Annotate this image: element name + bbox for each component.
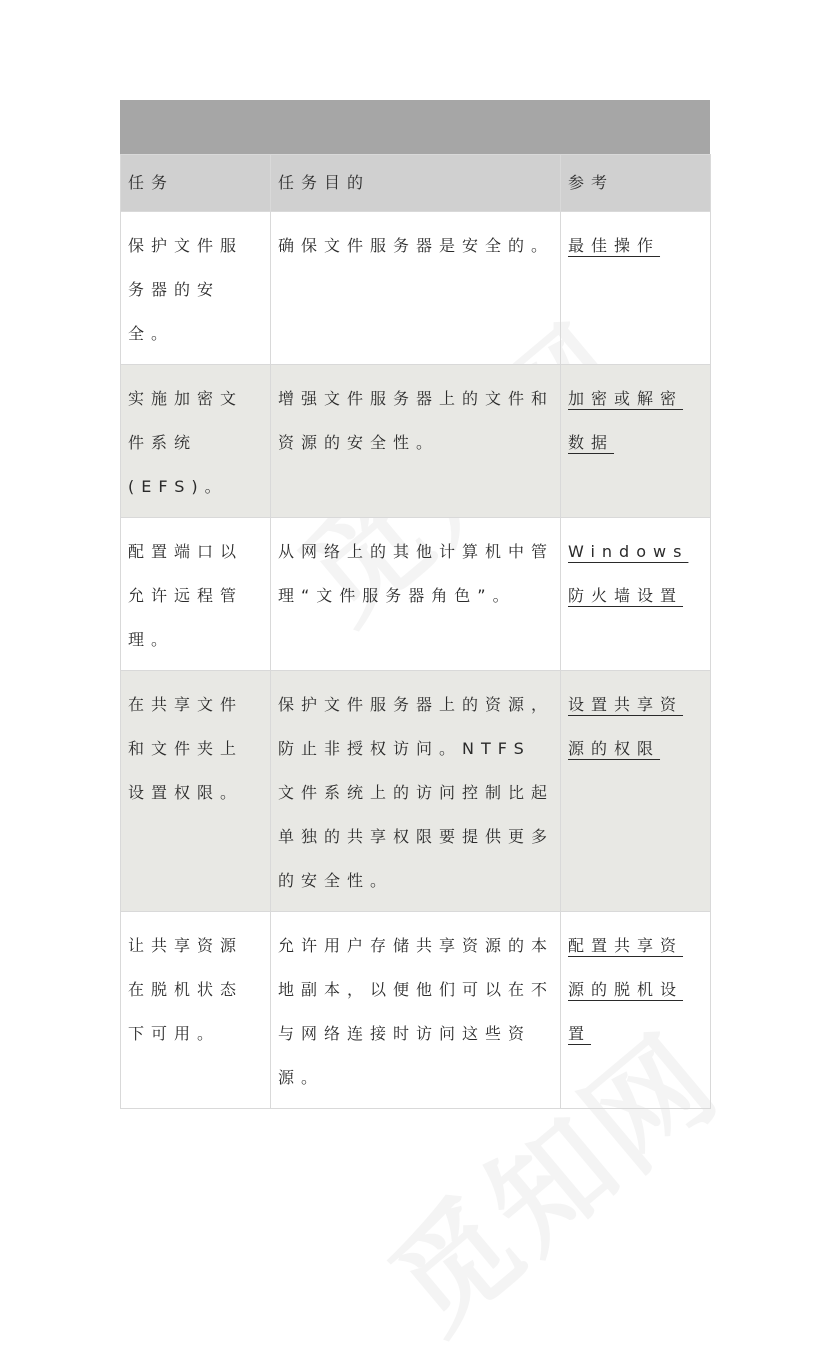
purpose-cell: 确保文件服务器是安全的。 bbox=[271, 212, 561, 365]
reference-cell bbox=[561, 212, 711, 365]
reference-cell bbox=[561, 671, 711, 912]
purpose-cell: 增强文件服务器上的文件和资源的安全性。 bbox=[271, 365, 561, 518]
task-table bbox=[120, 154, 711, 1109]
task-table-container bbox=[120, 100, 710, 1109]
reference-link[interactable]: 加密或解密数据 bbox=[568, 389, 684, 452]
task-cell: 让共享资源在脱机状态下可用。 bbox=[121, 912, 271, 1109]
reference-link[interactable]: 设置共享资源的权限 bbox=[568, 695, 684, 758]
table-row bbox=[121, 912, 711, 1109]
table-row bbox=[121, 671, 711, 912]
task-cell: 保护文件服务器的安全。 bbox=[121, 212, 271, 365]
reference-link[interactable]: 配置共享资源的脱机设置 bbox=[568, 936, 684, 1043]
reference-cell bbox=[561, 518, 711, 671]
reference-link[interactable]: 最佳操作 bbox=[568, 236, 661, 255]
table-body bbox=[121, 212, 711, 1109]
reference-link[interactable]: Windows 防火墙设置 bbox=[568, 542, 689, 605]
task-cell: 配置端口以允许远程管理。 bbox=[121, 518, 271, 671]
reference-cell bbox=[561, 912, 711, 1109]
purpose-cell: 保护文件服务器上的资源，防止非授权访问。NTFS 文件系统上的访问控制比起单独的共享权限要提供更多的安全性。 bbox=[271, 671, 561, 912]
task-cell: 实施加密文件系统(EFS)。 bbox=[121, 365, 271, 518]
purpose-cell: 从网络上的其他计算机中管理“文件服务器角色”。 bbox=[271, 518, 561, 671]
table-header-row bbox=[121, 155, 711, 212]
header-reference: 参考 bbox=[561, 155, 711, 212]
task-cell: 在共享文件和文件夹上设置权限。 bbox=[121, 671, 271, 912]
reference-cell bbox=[561, 365, 711, 518]
table-row bbox=[121, 365, 711, 518]
header-task: 任务 bbox=[121, 155, 271, 212]
table-title-band bbox=[120, 100, 710, 154]
table-row bbox=[121, 518, 711, 671]
purpose-cell: 允许用户存储共享资源的本地副本，以便他们可以在不与网络连接时访问这些资源。 bbox=[271, 912, 561, 1109]
header-purpose: 任务目的 bbox=[271, 155, 561, 212]
table-row bbox=[121, 212, 711, 365]
